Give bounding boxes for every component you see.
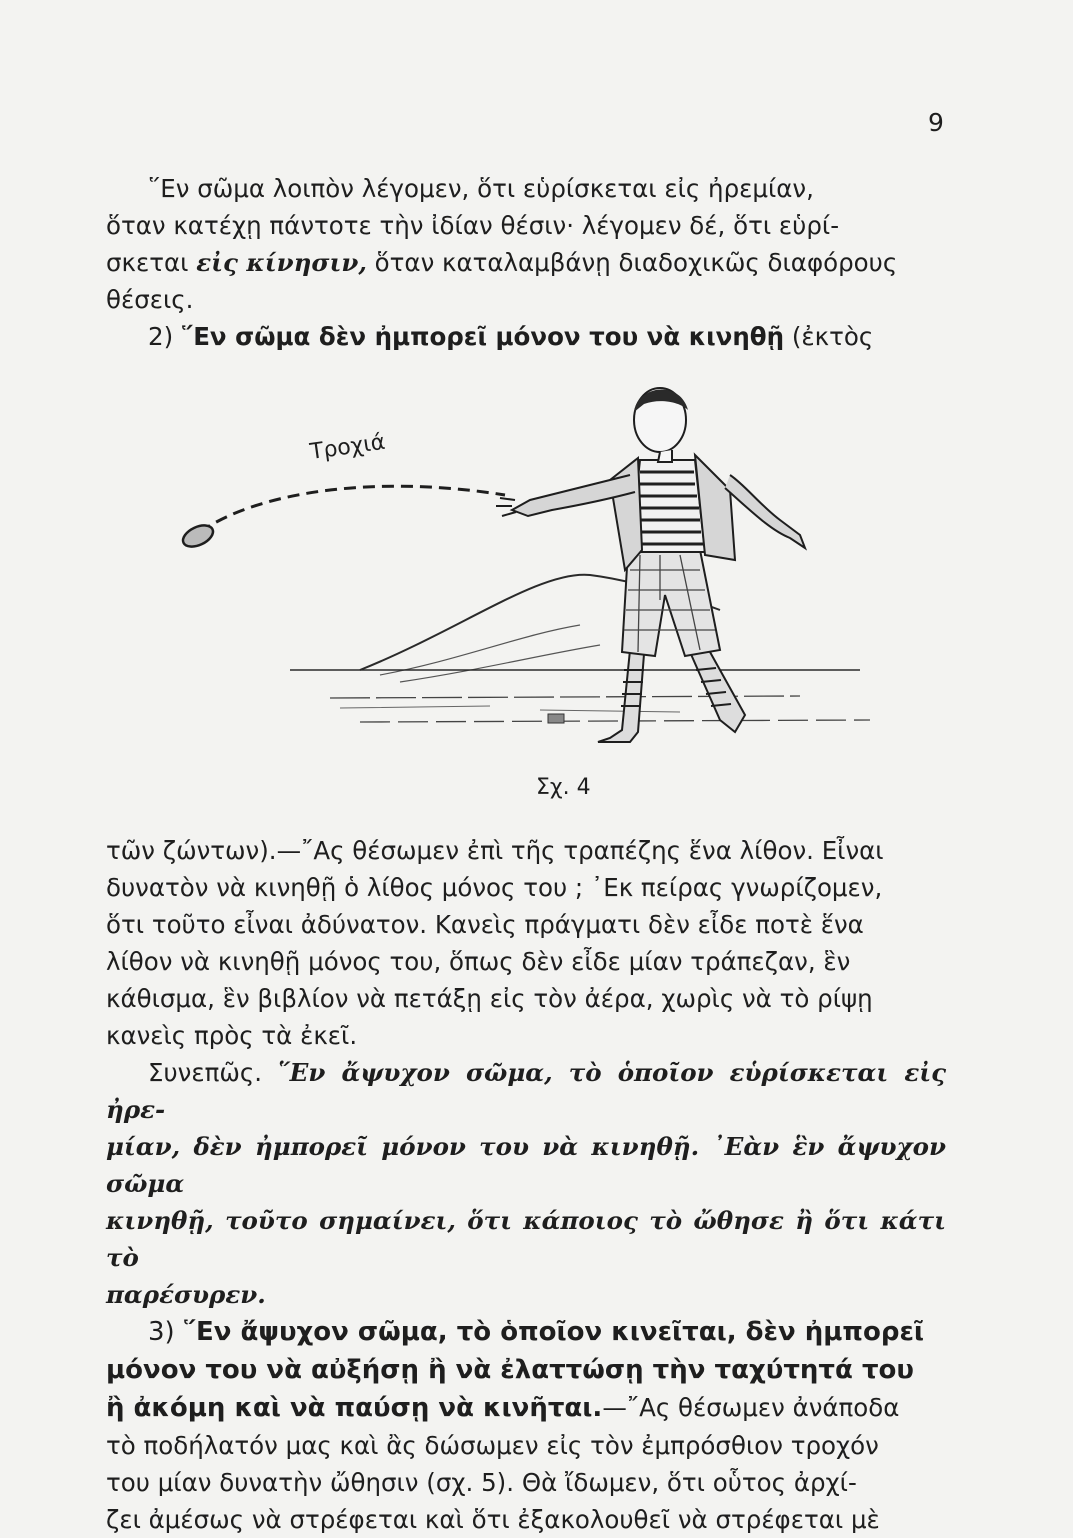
text-line: του μίαν δυνατὴν ὤθησιν (σχ. 5). Θὰ ἴδωμεν, ὅτι οὗτος ἀρχί- bbox=[106, 1468, 857, 1497]
paragraph-rest-motion bbox=[106, 170, 946, 318]
emphasis: παρέσυρεν. bbox=[106, 1280, 266, 1309]
text-line: σκεται bbox=[106, 248, 197, 277]
text-line: θέσεις. bbox=[106, 285, 194, 314]
text-block-bottom bbox=[106, 832, 946, 1538]
text-line: ὅτι τοῦτο εἶναι ἀδύνατον. Κανεὶς πράγματι δὲν εἶδε ποτὲ ἕνα bbox=[106, 910, 864, 939]
text-line: ῞Εν σῶμα λοιπὸν λέγομεν, ὅτι εὑρίσκεται εἰς ἠρεμίαν, bbox=[148, 174, 814, 203]
trajectory-label: Τροχιά bbox=[308, 429, 387, 465]
text-line: ζει ἀμέσως νὰ στρέφεται καὶ ὅτι ἐξακολουθεῖ νὰ στρέφεται μὲ bbox=[106, 1505, 880, 1534]
emphasis: μίαν, δὲν ἠμπορεῖ μόνον του νὰ κινηθῇ. ᾿Εὰν ἓν ἄψυχον σῶμα bbox=[106, 1132, 946, 1198]
emphasis: ῞Εν ἄψυχον σῶμα, τὸ ὁποῖον εὑρίσκεται εἰς ἠρε- bbox=[106, 1058, 946, 1124]
text-line: τὸ ποδήλατόν μας καὶ ἂς δώσωμεν εἰς τὸν ἐμπρόσθιον τροχόν bbox=[106, 1431, 879, 1460]
text-line: Συνεπῶς. bbox=[148, 1058, 278, 1087]
text-line: δυνατὸν νὰ κινηθῇ ὁ λίθος μόνος του ; ᾿Εκ πείρας γνωρίζομεν, bbox=[106, 873, 883, 902]
text-line: λίθον νὰ κινηθῇ μόνος του, ὅπως δὲν εἶδε μίαν τράπεζαν, ἓν bbox=[106, 947, 851, 976]
paragraph-3 bbox=[106, 1313, 946, 1538]
emphasis: εἰς κίνησιν, bbox=[196, 248, 367, 277]
boy-throwing-illustration bbox=[160, 370, 920, 810]
figure-boy-throwing-stone bbox=[160, 370, 920, 810]
paragraph-conclusion bbox=[106, 1054, 946, 1313]
text-line: κάθισμα, ἓν βιβλίον νὰ πετάξῃ εἰς τὸν ἀέρα, χωρὶς νὰ τὸ ρίψῃ bbox=[106, 984, 873, 1013]
principle-bold: μόνον του νὰ αὐξήσῃ ἢ νὰ ἐλαττώσῃ τὴν ταχύτητά του bbox=[106, 1355, 914, 1385]
principle-bold: ἢ ἀκόμη καὶ νὰ παύσῃ νὰ κινῆται. bbox=[106, 1393, 603, 1423]
emphasis: κινηθῇ, τοῦτο σημαίνει, ὅτι κάποιος τὸ ὤθησε ἢ ὅτι κάτι τὸ bbox=[106, 1206, 946, 1272]
text-line: —῎Ας θέσωμεν ἀνάποδα bbox=[602, 1393, 900, 1422]
paragraph-2-continued bbox=[106, 832, 946, 1054]
item-number: 3) bbox=[148, 1317, 183, 1347]
text-line: (ἐκτὸς bbox=[784, 322, 874, 351]
principle-bold: ῞Εν ἄψυχον σῶμα, τὸ ὁποῖον κινεῖται, δὲν ἠμπορεῖ bbox=[182, 1317, 925, 1347]
stone-icon bbox=[180, 521, 217, 551]
text-line: ὅταν κατέχῃ πάντοτε τὴν ἰδίαν θέσιν· λέγομεν δέ, ὅτι εὑρί- bbox=[106, 211, 840, 240]
text-line: ὅταν καταλαμβάνῃ διαδοχικῶς διαφόρους bbox=[366, 248, 898, 277]
text-line: κανεὶς πρὸς τὰ ἐκεῖ. bbox=[106, 1021, 358, 1050]
principle-bold: ῞Εν σῶμα δὲν ἠμπορεῖ μόνον του νὰ κινηθῇ bbox=[180, 322, 785, 351]
text-line: τῶν ζώντων).—῎Ας θέσωμεν ἐπὶ τῆς τραπέζης ἕνα λίθον. Εἶναι bbox=[106, 836, 884, 865]
figure-caption: Σχ. 4 bbox=[536, 775, 591, 800]
page-number: 9 bbox=[928, 108, 944, 137]
item-number: 2) bbox=[148, 322, 181, 351]
text-block-top bbox=[106, 170, 946, 355]
paragraph-2-heading bbox=[106, 318, 946, 355]
